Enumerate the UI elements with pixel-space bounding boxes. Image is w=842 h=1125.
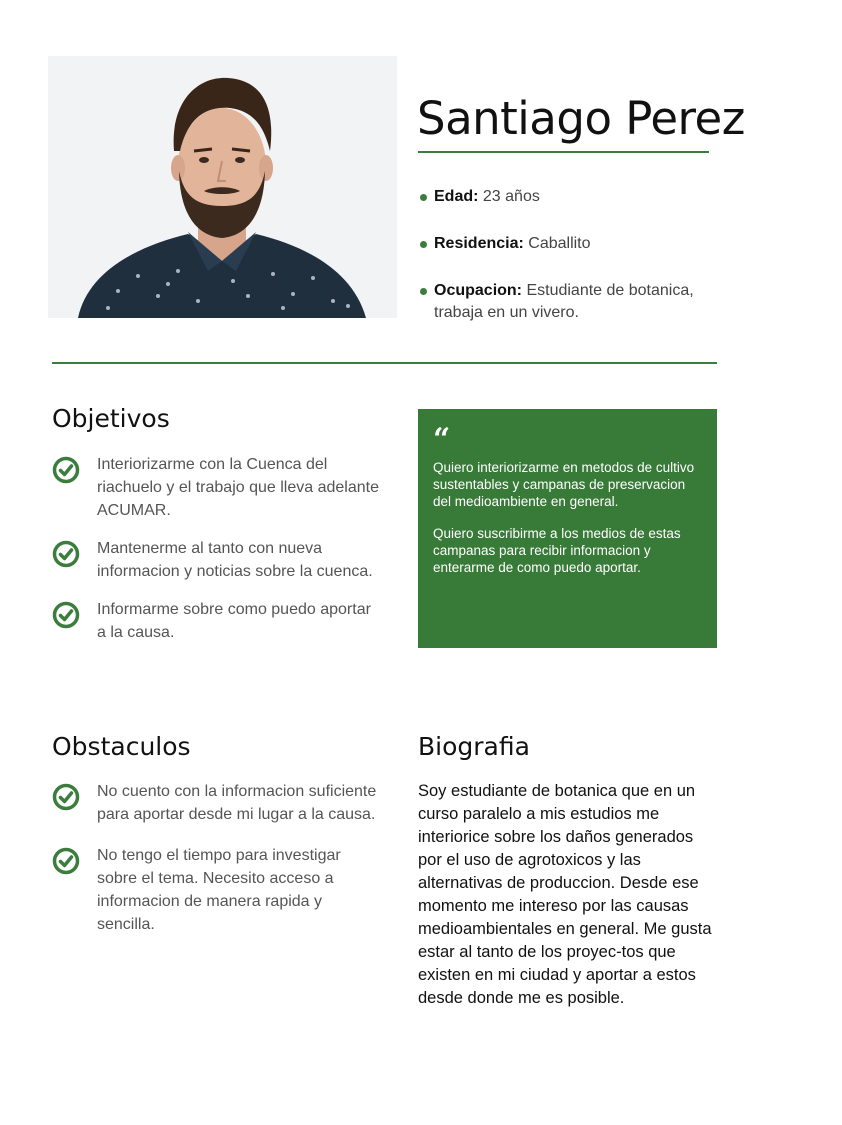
fact-occupation <box>420 280 734 324</box>
check-circle-icon <box>52 601 80 629</box>
check-circle-icon <box>52 783 80 811</box>
biografia-heading: Biografia <box>418 732 530 761</box>
obstaculo-text: No cuento con la informacion suficiente para aportar desde mi lugar a la causa. <box>97 783 377 823</box>
objetivos-list <box>52 453 382 644</box>
quote-icon: “ <box>433 422 451 457</box>
fact-value: Caballito <box>523 235 591 252</box>
objetivo-text: Interiorizarme con la Cuenca del riachuelo y el trabajo que lleva adelante ACUMAR. <box>97 456 379 519</box>
name-divider <box>418 151 709 153</box>
objetivo-text: Mantenerme al tanto con nueva informacion y noticias sobre la cuenca. <box>97 540 373 580</box>
fact-label: Edad: <box>434 188 479 205</box>
biografia-text: Soy estudiante de botanica que en un curso paralelo a mis estudios me interiorice sobre los daños generados por el uso de agrotoxicos y las alternativas de produccion. Desde ese momento me intereso por las causas medioambientales en general. Me gusta estar al tanto de los proyec-tos que existen en mi ciudad y aportar a estos desde donde me es posible. <box>418 782 712 1007</box>
quote-paragraph: Quiero suscribirme a los medios de estas campanas para recibir informacion y enterarme de como puedo aportar. <box>433 526 681 575</box>
persona-name: Santiago Perez <box>417 92 745 145</box>
list-item <box>52 537 382 583</box>
bullet-icon <box>420 194 427 201</box>
objetivo-text: Informarme sobre como puedo aportar a la causa. <box>97 601 371 641</box>
fact-residence <box>420 233 740 255</box>
persona-facts <box>420 186 740 349</box>
bullet-icon <box>420 241 427 248</box>
fact-age <box>420 186 740 208</box>
quote-box <box>418 409 717 648</box>
objetivos-heading: Objetivos <box>52 404 170 433</box>
fact-value: 23 años <box>478 188 540 205</box>
check-circle-icon <box>52 540 80 568</box>
list-item <box>52 780 382 826</box>
obstaculo-text: No tengo el tiempo para investigar sobre el tema. Necesito acceso a informacion de manera rapida y sencilla. <box>97 847 341 933</box>
list-item <box>52 598 382 644</box>
fact-value: Estudiante de botanica, trabaja en un vivero. <box>434 282 694 321</box>
bullet-icon <box>420 288 427 295</box>
list-item <box>52 844 382 936</box>
fact-label: Residencia: <box>434 235 524 252</box>
obstaculos-heading: Obstaculos <box>52 732 191 761</box>
check-circle-icon <box>52 456 80 484</box>
check-circle-icon <box>52 847 80 875</box>
fact-label: Ocupacion: <box>434 282 523 299</box>
obstaculos-list <box>52 780 382 936</box>
quote-paragraph: Quiero interiorizarme en metodos de cultivo sustentables y campanas de preservacion del medioambiente en general. <box>433 460 695 509</box>
section-divider <box>52 362 717 364</box>
list-item <box>52 453 382 522</box>
profile-photo <box>48 56 397 318</box>
